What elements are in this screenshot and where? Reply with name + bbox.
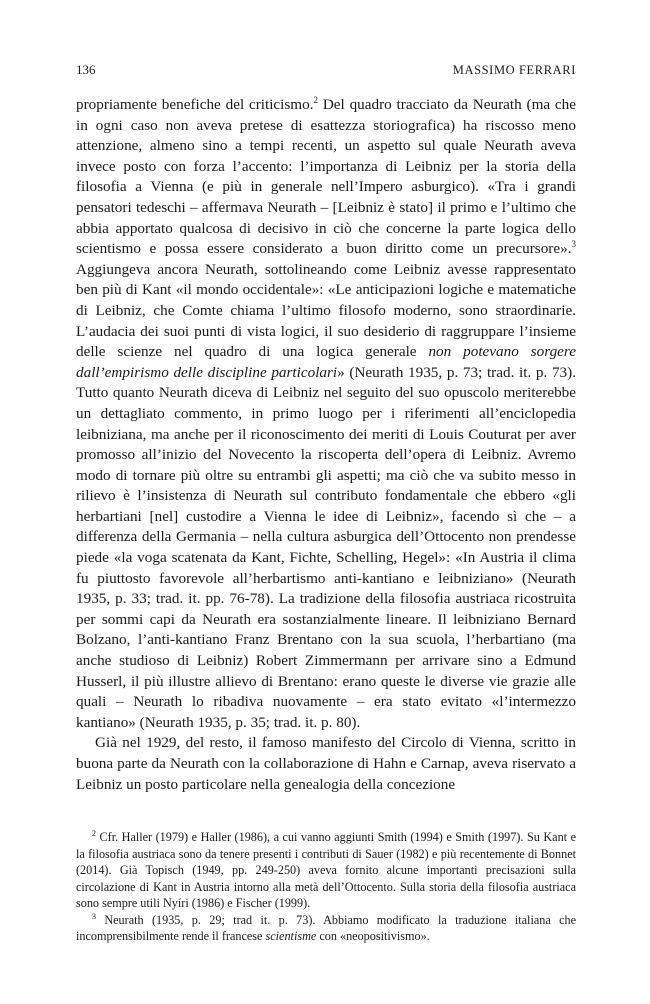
main-text: [76, 95, 576, 795]
paragraph-1: propriamente benefiche del criticismo.$^2$ Del quadro tracciato da Neurath (ma che in ogni caso non aveva pretese di esattezza storiografica) ha riscosso meno attenzione, almeno sino a tempi recenti, un aspetto sul quale Neurath aveva invece posto con forza l’accento: l’importanza di Leibniz per la storia della filosofia a Vienna (e più in generale nell’Impero asburgico). «Tra i grandi pensatori tedeschi – affermava Neurath – [Leibniz è stato] il primo e l’ultimo che abbia apportato qualcosa di decisivo in ciò che concerne la parte logica dello scientismo e possa essere considerato a buon diritto come un precursore».$^3$ Aggiungeva ancora Neurath, sottolineando come Leibniz avesse rappresentato ben più di Kant «il mondo occidentale»: «Le anticipazioni logiche e matematiche di Leibniz, che Comte chiama l’ultimo filosofo moderno, sono straordinarie. L’audacia dei suoi punti di vista logici, il suo desiderio di raggruppare l’insieme delle scienze nel quadro di una logica generale non potevano sorgere dall’empirismo delle discipline particolari» (Neurath 1935, p. 73; trad. it. p. 73). Tutto quanto Neurath diceva di Leibniz nel seguito del suo opuscolo meriterebbe un dettagliato commento, in primo luogo per i riferimenti all’enciclopedia leibniziana, ma anche per il riconoscimento dei meriti di Louis Couturat per aver promosso all’inizio del Novecento la riscoperta dell’opera di Leibniz. Avremo modo di tornare più oltre su entrambi gli aspetti; ma ciò che va subito messo in rilievo è l’insistenza di Neurath sul contributo fondamentale che ebbero «gli herbartiani [nel] custodire a Vienna le idee di Leibniz», facendo sì che – a differenza della Germania – nella cultura asburgica dell’Ottocento non prendesse piede «la voga scatenata da Kant, Fichte, Schelling, Hegel»: «In Austria il clima fu piuttosto favorevole all’herbartismo anti-kantiano e leibniziano» (Neurath 1935, p. 33; trad. it. pp. 76-78). La tradizione della filosofia austriaca ricostruita per sommi capi da Neurath era sostanzialmente lineare. Il leibniziano Bernard Bolzano, l’anti-kantiano Franz Brentano con la sua scuola, l’herbartiano (ma anche studioso di Leibniz) Robert Zimmermann per arrivare sino a Edmund Husserl, il più illustre allievo di Brentano: erano queste le diverse vie grazie alle quali – Neurath lo ribadiva nuovamente – era stato evitato «l’intermezzo kantiano» (Neurath 1935, p. 35; trad. it. p. 80).: [76, 94, 577, 731]
footnote-2: $^2$ Cfr. Haller (1979) e Haller (1986), a cui vanno aggiunti Smith (1994) e Smith (1997). Su Kant e la filosofia austriaca sono da tenere presenti i contributi di Sauer (1982) e più recentemente di Bonnet (2014). Già Topisch (1949, pp. 249-250) aveva fornito alcune importanti precisazioni sulla circolazione di Kant in Austria intorno alla metà dell’Ottocento. Sulla storia della filosofia austriaca sono sempre utili Nyíri (1986) e Fischer (1999).: [76, 829, 576, 911]
footnote-mark: 2: [92, 829, 96, 839]
italic-quote: non potevano sorgere dall’empirismo delle discipline particolari: [76, 343, 576, 381]
page-header: [76, 62, 576, 82]
page-number: 136: [76, 62, 96, 77]
footnote-mark: 3: [92, 911, 96, 921]
book-page: [76, 62, 576, 945]
footnote-ref-2[interactable]: 2: [313, 94, 319, 105]
paragraph-2: Già nel 1929, del resto, il famoso manifesto del Circolo di Vienna, scritto in buona parte da Neurath con la collaborazione di Hahn e Carnap, aveva riservato a Leibniz un posto particolare nella genealogia della concezione: [76, 734, 576, 793]
footnote-3: $^3$ Neurath (1935, p. 29; trad it. p. 73). Abbiamo modificato la traduzione italiana che incomprensibilmente rende il francese scientisme con «neopositivismo».: [76, 911, 576, 944]
footnote-ref-3[interactable]: 3: [571, 239, 576, 250]
footnotes: [76, 829, 576, 945]
running-head: MASSIMO FERRARI: [452, 63, 576, 77]
